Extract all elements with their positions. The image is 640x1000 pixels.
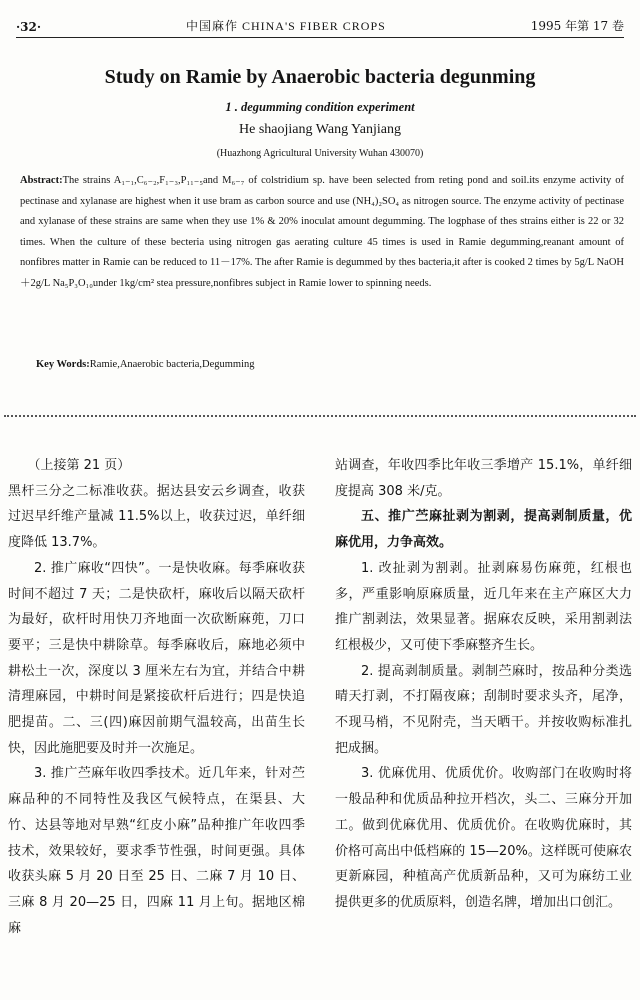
abstract-label: Abstract: bbox=[20, 175, 63, 186]
journal-name: 中国麻作 CHINA'S FIBER CROPS bbox=[185, 19, 386, 33]
keywords bbox=[36, 359, 620, 370]
journal-issue: 1995 年第 17 卷 bbox=[530, 19, 624, 33]
paragraph: 黑杆三分之二标准收获。据达县安云乡调查，收获过迟早纤维产量减 11.5%以上，收获过迟，单纤细度降低 13.7%。 bbox=[8, 483, 305, 551]
continued-note: （上接第 21 页） bbox=[27, 458, 131, 473]
paragraph: 2. 提高剥制质量。剥制苎麻时，按品种分类选晴天打剥，不打隔夜麻；刮制时要求头齐，尾净，不现马梢，不见附壳，当天晒干。并按收购标准扎把成捆。 bbox=[335, 663, 632, 756]
section-divider bbox=[4, 415, 636, 417]
keywords-text: Ramie,Anaerobic bacteria,Degumming bbox=[89, 359, 255, 370]
paragraph: 3. 推广苎麻年收四季技术。近几年来，针对苎麻品种的不同特性及我区气候特点，在渠县、大竹、达县等地对早熟“红皮小麻”品种推广年收四季技术，效果较好，要求季节性强，时间更强。具体收获头麻 5 月 20 日至 25 日、二麻 7 月 10 日、三麻 8 月 20—25 日，四麻 11 月上旬。据地区棉麻 bbox=[8, 766, 305, 936]
body-column-right bbox=[335, 453, 632, 916]
article-subtitle: 1 . degumming condition experiment bbox=[225, 100, 415, 114]
paragraph: 3. 优麻优用、优质优价。收购部门在收购时将一般品种和优质品种拉开档次，头二、三麻分开加工。做到优麻优用、优质优价。在收购优麻时，其价格可高出中低档麻的 15—20%。这样既可使麻农更新麻园，种植高产优质新品种，又可为麻纺工业提供更多的优质原料，创造名牌，增加出口创汇。 bbox=[335, 766, 632, 910]
running-header bbox=[16, 10, 624, 38]
paragraph: 2. 推广麻收“四快”。一是快收麻。每季麻收获时间不超过 7 天；二是快砍杆，麻收后以隔天砍杆为最好，砍杆时用快刀齐地面一次砍断麻蔸，刀口要平；三是快中耕除草。每季麻收后，麻地必须中耕松土一次，深度以 3 厘米左右为宜，并结合中耕清理麻园，中耕时间是紧接砍杆后进行；四是快追肥提苗。二、三(四)麻因前期气温较高，出苗生长快，因此施肥要及时并一次施足。 bbox=[8, 560, 305, 756]
abstract-text: The strains A₁₋₁,C₆₋₂,F₁₋₃,P₁₁₋₅and M₆₋₇ of colstridium sp. have been selected from reting pond and soil.its enzyme activity of pectinase and xylanase are highest when it use bram as carbon source and use (NH₄)₂SO₄ as nitrogen source. The enzyme activity of pectinase and xylanase of these strains are same when they use 1% & 20% inoculat amount degumming. The logphase of thes strains either is 22 or 32 times. When the culture of these becteria using nitrogen gas aerating culture 45 times is used in Ramie degumming,reanant amount of nonfibres matter in Ramie can be reduced to 11－17%. The after Ramie is degummed by thes bacteria,it after is cooked 2 times by 5g/L NaOH＋2g/L Na₅P₃O₁₀under 1kg/cm² stea pressure,nonfibres subject in Ramie lower to spinning needs. bbox=[20, 175, 624, 289]
page-number: ·32· bbox=[16, 20, 42, 34]
keywords-label: Key Words: bbox=[36, 359, 90, 370]
body-column-left bbox=[8, 453, 305, 941]
article-title: Study on Ramie by Anaerobic bacteria degunming bbox=[104, 66, 536, 88]
paragraph: 站调查，年收四季比年收三季增产 15.1%，单纤细度提高 308 米/克。 bbox=[335, 458, 632, 499]
article-authors: He shaojiang Wang Yanjiang bbox=[239, 122, 401, 137]
abstract bbox=[20, 171, 624, 294]
paragraph: 1. 改扯剥为割剥。扯剥麻易伤麻蔸，红根也多，严重影响原麻质量，近几年来在主产麻区大力推广割剥法，效果显著。据麻农反映，采用割剥法红根极少，又可使下季麻整齐生长。 bbox=[335, 560, 632, 653]
section-heading: 五、推广苎麻扯剥为割剥，提高剥制质量，优麻优用，力争高效。 bbox=[335, 509, 632, 551]
article-affiliation: (Huazhong Agricultural University Wuhan 430070) bbox=[216, 148, 424, 159]
